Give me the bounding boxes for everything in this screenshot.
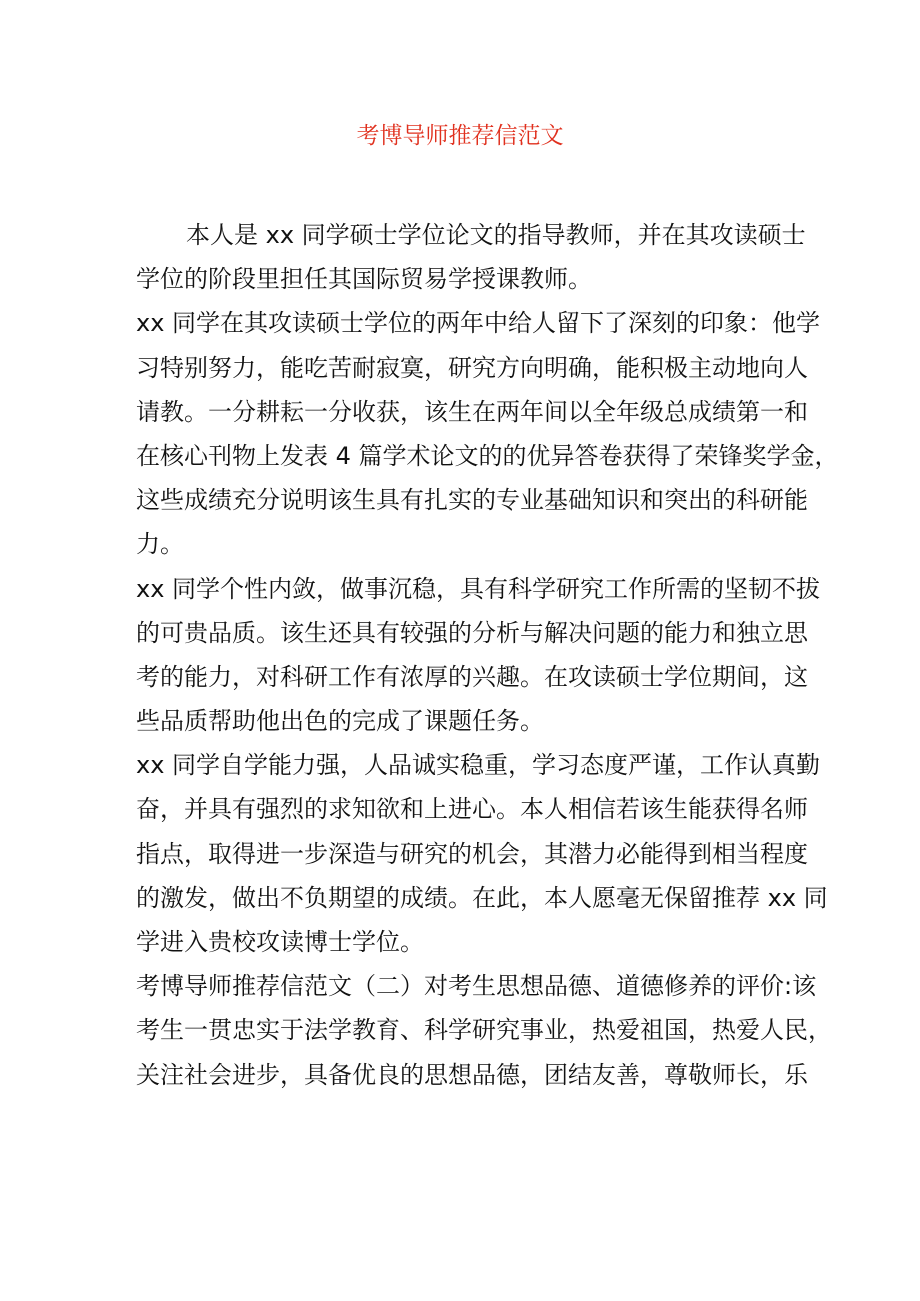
text-line: 的激发，做出不负期望的成绩。在此，本人愿毫无保留推荐 xx 同 (136, 883, 828, 912)
text-line: xx 同学在其攻读硕士学位的两年中给人留下了深刻的印象：他学 (136, 309, 821, 338)
text-line: 习特别努力，能吃苦耐寂寞，研究方向明确，能积极主动地向人 (136, 353, 808, 382)
text-line: xx 同学个性内敛，做事沉稳，具有科学研究工作所需的坚韧不拔 (136, 574, 821, 603)
text-line: 请教。一分耕耘一分收获，该生在两年间以全年级总成绩第一和 (136, 397, 808, 426)
text-line: xx 同学自学能力强，人品诚实稳重，学习态度严谨，工作认真勤 (136, 751, 821, 780)
document-body (136, 213, 839, 1097)
text-line: 这些成绩充分说明该生具有扎实的专业基础知识和突出的科研能 (136, 486, 808, 515)
text-line: 指点，取得进一步深造与研究的机会，其潜力必能得到相当程度 (136, 839, 808, 868)
text-line: 学进入贵校攻读博士学位。 (136, 928, 424, 956)
text-line: 考生一贯忠实于法学教育、科学研究事业，热爱祖国，热爱人民， (136, 1016, 832, 1045)
text-line: 本人是 xx 同学硕士学位论文的指导教师，并在其攻读硕士 (186, 221, 806, 249)
text-line: 些品质帮助他出色的完成了课题任务。 (136, 707, 544, 736)
text-line: 奋，并具有强烈的求知欲和上进心。本人相信若该生能获得名师 (136, 795, 808, 824)
text-line: 关注社会进步，具备优良的思想品德，团结友善，尊敬师长，乐 (136, 1060, 808, 1089)
text-line: 在核心刊物上发表 4 篇学术论文的的优异答卷获得了荣锋奖学金， (136, 441, 839, 470)
text-line: 考博导师推荐信范文（二）对考生思想品德、道德修养的评价:该 (136, 972, 817, 1001)
document-title: 考博导师推荐信范文 (356, 123, 564, 149)
text-line: 的可贵品质。该生还具有较强的分析与解决问题的能力和独立思 (136, 618, 808, 647)
text-line: 学位的阶段里担任其国际贸易学授课教师。 (136, 265, 592, 294)
text-line: 力。 (136, 530, 184, 559)
text-line: 考的能力，对科研工作有浓厚的兴趣。在攻读硕士学位期间，这 (136, 662, 808, 691)
